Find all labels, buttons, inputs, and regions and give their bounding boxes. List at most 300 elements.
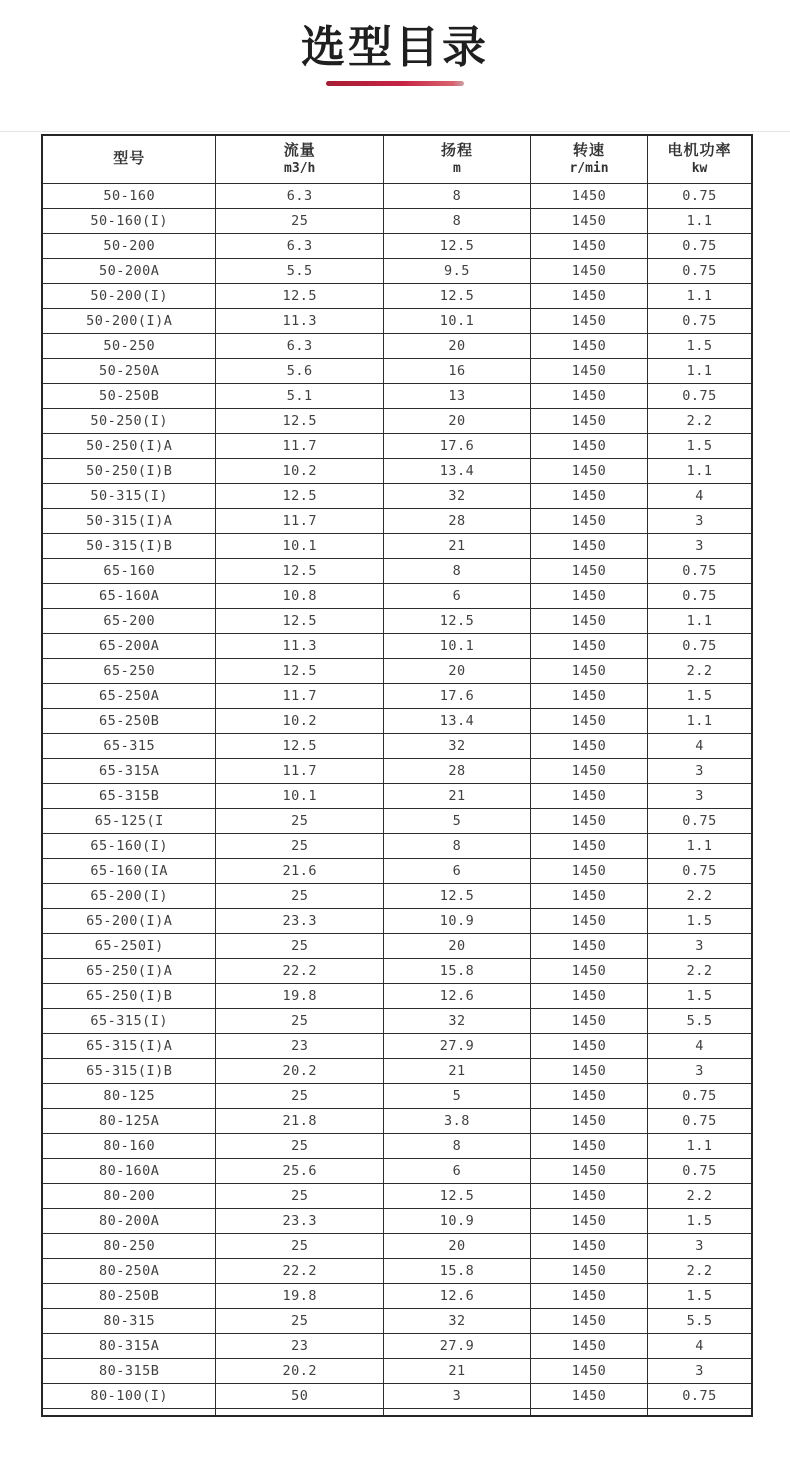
table-row bbox=[42, 558, 752, 583]
table-cell: 10.1 bbox=[216, 783, 384, 808]
table-row bbox=[42, 633, 752, 658]
table-cell: 1450 bbox=[530, 908, 647, 933]
table-cell: 32 bbox=[383, 733, 530, 758]
table-cell: 25 bbox=[216, 933, 384, 958]
table-cell: 12.5 bbox=[383, 883, 530, 908]
table-cell: 65-250A bbox=[42, 683, 216, 708]
table-row bbox=[42, 358, 752, 383]
table-row bbox=[42, 308, 752, 333]
table-cell: 8 bbox=[383, 208, 530, 233]
table-cell: 10.1 bbox=[383, 633, 530, 658]
table-cell: 20 bbox=[383, 408, 530, 433]
table-cell: 25.6 bbox=[216, 1158, 384, 1183]
table-cell: 11.7 bbox=[216, 758, 384, 783]
table-cell: 0.75 bbox=[648, 858, 752, 883]
table-cell: 80-315A bbox=[42, 1333, 216, 1358]
table-cell: 1.5 bbox=[648, 1208, 752, 1233]
table-cell: 1450 bbox=[530, 458, 647, 483]
table-cell: 2.2 bbox=[648, 658, 752, 683]
table-row bbox=[42, 1233, 752, 1258]
table-cell: 21.8 bbox=[216, 1108, 384, 1133]
table-cell: 5.5 bbox=[648, 1308, 752, 1333]
table-cell: 1450 bbox=[530, 1283, 647, 1308]
table-cell: 5.1 bbox=[216, 383, 384, 408]
table-cell: 4 bbox=[648, 1333, 752, 1358]
table-cell: 1.5 bbox=[648, 333, 752, 358]
table-cell: 17.6 bbox=[383, 433, 530, 458]
table-cell: 50-200(I)A bbox=[42, 308, 216, 333]
table-cell: 1450 bbox=[530, 1058, 647, 1083]
table-row bbox=[42, 1183, 752, 1208]
table-cell: 50-250(I) bbox=[42, 408, 216, 433]
table-row bbox=[42, 983, 752, 1008]
table-row bbox=[42, 708, 752, 733]
table-row bbox=[42, 1258, 752, 1283]
table-cell: 28 bbox=[383, 508, 530, 533]
table-cell: 23 bbox=[216, 1033, 384, 1058]
table-cell: 5 bbox=[383, 1083, 530, 1108]
table-cell: 0.75 bbox=[648, 808, 752, 833]
table-cell: 8 bbox=[383, 1133, 530, 1158]
table-row bbox=[42, 1083, 752, 1108]
table-cell: 6.3 bbox=[216, 233, 384, 258]
table-cell: 3 bbox=[648, 933, 752, 958]
table-cell: 65-315 bbox=[42, 733, 216, 758]
table-cell: 12.6 bbox=[383, 983, 530, 1008]
table-row bbox=[42, 1058, 752, 1083]
table-cell: 0.75 bbox=[648, 1158, 752, 1183]
table-cell: 80-160A bbox=[42, 1158, 216, 1183]
table-cell: 1.1 bbox=[648, 458, 752, 483]
table-cell: 6.3 bbox=[216, 183, 384, 208]
table-cell: 3 bbox=[648, 508, 752, 533]
table-cell: 1450 bbox=[530, 533, 647, 558]
table-cell: 0.75 bbox=[648, 258, 752, 283]
table-cell: 20 bbox=[383, 333, 530, 358]
table-cell: 1450 bbox=[530, 1083, 647, 1108]
table-row bbox=[42, 858, 752, 883]
table-cell: 3 bbox=[648, 1233, 752, 1258]
table-cell: 80-250 bbox=[42, 1233, 216, 1258]
table-cell: 3 bbox=[648, 533, 752, 558]
table-cell: 0.75 bbox=[648, 583, 752, 608]
table-cell: 32 bbox=[383, 1008, 530, 1033]
section-divider bbox=[0, 131, 790, 132]
table-cell bbox=[383, 1408, 530, 1416]
table-cell: 1450 bbox=[530, 208, 647, 233]
header-cell-speed bbox=[530, 135, 647, 183]
table-cell: 21 bbox=[383, 533, 530, 558]
table-cell: 11.7 bbox=[216, 683, 384, 708]
table-cell: 2.2 bbox=[648, 1183, 752, 1208]
table-cell: 65-250 bbox=[42, 658, 216, 683]
table-cell: 1.1 bbox=[648, 1133, 752, 1158]
table-header bbox=[42, 135, 752, 183]
table-cell: 0.75 bbox=[648, 233, 752, 258]
table-cell: 1450 bbox=[530, 1033, 647, 1058]
table-row bbox=[42, 283, 752, 308]
table-cell: 21 bbox=[383, 783, 530, 808]
table-cell: 1450 bbox=[530, 708, 647, 733]
table-cell: 1.5 bbox=[648, 983, 752, 1008]
table-cell: 2.2 bbox=[648, 958, 752, 983]
title-underline-accent bbox=[326, 81, 464, 86]
header-label: 转速 bbox=[573, 142, 606, 160]
table-cell: 3 bbox=[648, 758, 752, 783]
table-cell: 65-315(I) bbox=[42, 1008, 216, 1033]
table-row bbox=[42, 458, 752, 483]
table-cell: 20 bbox=[383, 933, 530, 958]
header-cell-head bbox=[383, 135, 530, 183]
table-cell: 1.1 bbox=[648, 208, 752, 233]
table-cell: 10.2 bbox=[216, 708, 384, 733]
table-row bbox=[42, 658, 752, 683]
table-cell: 1450 bbox=[530, 408, 647, 433]
table-cell: 1450 bbox=[530, 683, 647, 708]
table-cell: 0.75 bbox=[648, 1383, 752, 1408]
table-row bbox=[42, 1033, 752, 1058]
table-row bbox=[42, 1283, 752, 1308]
table-cell: 65-160(I) bbox=[42, 833, 216, 858]
table-row bbox=[42, 383, 752, 408]
table-cell: 23.3 bbox=[216, 908, 384, 933]
table-cell: 0.75 bbox=[648, 558, 752, 583]
table-cell: 50-315(I)B bbox=[42, 533, 216, 558]
page-title: 选型目录 bbox=[301, 23, 489, 72]
table-cell: 65-160 bbox=[42, 558, 216, 583]
table-cell: 19.8 bbox=[216, 983, 384, 1008]
table-row bbox=[42, 508, 752, 533]
table-cell: 0.75 bbox=[648, 383, 752, 408]
table-row bbox=[42, 258, 752, 283]
table-cell: 1450 bbox=[530, 783, 647, 808]
table-cell: 8 bbox=[383, 833, 530, 858]
table-cell: 80-200A bbox=[42, 1208, 216, 1233]
table-cell: 1450 bbox=[530, 883, 647, 908]
table-cell: 1450 bbox=[530, 308, 647, 333]
table-cell: 8 bbox=[383, 558, 530, 583]
table-cell: 1450 bbox=[530, 583, 647, 608]
table-cell: 10.9 bbox=[383, 908, 530, 933]
table-cell: 1450 bbox=[530, 1258, 647, 1283]
table-cell: 4 bbox=[648, 483, 752, 508]
table-cell: 1.1 bbox=[648, 358, 752, 383]
table-cell: 1.1 bbox=[648, 833, 752, 858]
table-cell: 1.5 bbox=[648, 433, 752, 458]
table-row bbox=[42, 333, 752, 358]
table-cell: 1450 bbox=[530, 1158, 647, 1183]
table-cell: 80-125A bbox=[42, 1108, 216, 1133]
table-cell: 80-160 bbox=[42, 1133, 216, 1158]
table-cell: 25 bbox=[216, 208, 384, 233]
table-cell: 23 bbox=[216, 1333, 384, 1358]
table-cell: 50-200(I) bbox=[42, 283, 216, 308]
table-cell: 3 bbox=[648, 783, 752, 808]
table-row bbox=[42, 1158, 752, 1183]
table-cell: 1450 bbox=[530, 233, 647, 258]
table-cell: 25 bbox=[216, 883, 384, 908]
table-cell: 5.5 bbox=[648, 1008, 752, 1033]
table-cell: 10.8 bbox=[216, 583, 384, 608]
table-cell: 1450 bbox=[530, 1233, 647, 1258]
table-cell: 1450 bbox=[530, 383, 647, 408]
table-cell: 1450 bbox=[530, 1383, 647, 1408]
table-cell: 0.75 bbox=[648, 1083, 752, 1108]
table-cell: 1450 bbox=[530, 933, 647, 958]
table-cell: 20 bbox=[383, 658, 530, 683]
table-cell: 0.75 bbox=[648, 633, 752, 658]
table-cell: 27.9 bbox=[383, 1033, 530, 1058]
table-cell: 1450 bbox=[530, 633, 647, 658]
table-cell: 1.1 bbox=[648, 708, 752, 733]
table-cell: 11.3 bbox=[216, 633, 384, 658]
table-cell: 1450 bbox=[530, 508, 647, 533]
table-cell: 65-200(I) bbox=[42, 883, 216, 908]
table-cell: 6 bbox=[383, 858, 530, 883]
table-cell: 11.7 bbox=[216, 508, 384, 533]
table-cell: 12.5 bbox=[216, 408, 384, 433]
table-cell: 1450 bbox=[530, 433, 647, 458]
table-row bbox=[42, 1333, 752, 1358]
table-cell: 1450 bbox=[530, 1358, 647, 1383]
table-cell: 25 bbox=[216, 1183, 384, 1208]
table-cell: 13.4 bbox=[383, 458, 530, 483]
header-cell-power bbox=[648, 135, 752, 183]
table-cell: 80-250A bbox=[42, 1258, 216, 1283]
table-cell: 80-100(I) bbox=[42, 1383, 216, 1408]
table-cell bbox=[648, 1408, 752, 1416]
table-row bbox=[42, 1383, 752, 1408]
table-cell: 1450 bbox=[530, 183, 647, 208]
table-cell: 65-250(I)B bbox=[42, 983, 216, 1008]
table-cell: 1450 bbox=[530, 558, 647, 583]
table-cell: 21 bbox=[383, 1358, 530, 1383]
table-cell: 0.75 bbox=[648, 308, 752, 333]
table-cell: 1450 bbox=[530, 283, 647, 308]
table-row bbox=[42, 1008, 752, 1033]
table-cell: 80-200 bbox=[42, 1183, 216, 1208]
table-cell: 1.5 bbox=[648, 908, 752, 933]
header-label: 扬程 bbox=[440, 142, 473, 160]
table-cell: 65-315(I)A bbox=[42, 1033, 216, 1058]
table-cell: 65-200(I)A bbox=[42, 908, 216, 933]
table-cell: 1450 bbox=[530, 1108, 647, 1133]
table-cell: 5 bbox=[383, 808, 530, 833]
table-cell: 65-315A bbox=[42, 758, 216, 783]
table-cell: 1450 bbox=[530, 1008, 647, 1033]
table-cell: 65-200 bbox=[42, 608, 216, 633]
table-cell: 65-125(I bbox=[42, 808, 216, 833]
table-row bbox=[42, 683, 752, 708]
table-cell: 11.7 bbox=[216, 433, 384, 458]
table-cell: 20.2 bbox=[216, 1058, 384, 1083]
table-cell: 13.4 bbox=[383, 708, 530, 733]
table-cell: 12.5 bbox=[216, 558, 384, 583]
table-cell: 20 bbox=[383, 1233, 530, 1258]
table-cell: 65-200A bbox=[42, 633, 216, 658]
table-cell: 12.5 bbox=[383, 283, 530, 308]
table-cell: 1.1 bbox=[648, 608, 752, 633]
table-cell: 1.5 bbox=[648, 683, 752, 708]
model-selection-table bbox=[41, 134, 753, 1417]
table-cell: 1450 bbox=[530, 608, 647, 633]
table-cell: 1450 bbox=[530, 808, 647, 833]
table-cell: 1450 bbox=[530, 1333, 647, 1358]
table-row bbox=[42, 1133, 752, 1158]
table-cell: 10.9 bbox=[383, 1208, 530, 1233]
table-cell: 1.1 bbox=[648, 283, 752, 308]
table-cell: 12.5 bbox=[216, 733, 384, 758]
table-cell: 4 bbox=[648, 1033, 752, 1058]
table-cell: 25 bbox=[216, 1083, 384, 1108]
table-cell: 80-315 bbox=[42, 1308, 216, 1333]
table-row bbox=[42, 758, 752, 783]
table-cell: 22.2 bbox=[216, 958, 384, 983]
table-row bbox=[42, 183, 752, 208]
table-cell: 12.5 bbox=[383, 1183, 530, 1208]
table-row bbox=[42, 1208, 752, 1233]
table-cell: 21.6 bbox=[216, 858, 384, 883]
table-cell: 50-200A bbox=[42, 258, 216, 283]
table-cell: 2.2 bbox=[648, 1258, 752, 1283]
table-cell: 6.3 bbox=[216, 333, 384, 358]
table-cell: 16 bbox=[383, 358, 530, 383]
table-cell: 1450 bbox=[530, 1183, 647, 1208]
table-cell: 25 bbox=[216, 1233, 384, 1258]
table-cell: 12.5 bbox=[383, 233, 530, 258]
table-cell: 28 bbox=[383, 758, 530, 783]
table-cell: 3 bbox=[383, 1383, 530, 1408]
table-cell: 25 bbox=[216, 1008, 384, 1033]
table-cell: 4 bbox=[648, 733, 752, 758]
table-row bbox=[42, 933, 752, 958]
table-cell: 50-160 bbox=[42, 183, 216, 208]
table-cell: 1450 bbox=[530, 983, 647, 1008]
table-cell: 65-160A bbox=[42, 583, 216, 608]
table-cell: 1450 bbox=[530, 858, 647, 883]
table-cell: 25 bbox=[216, 1133, 384, 1158]
table-cell: 10.1 bbox=[383, 308, 530, 333]
catalog-table-container bbox=[41, 134, 753, 1417]
table-cell: 1.5 bbox=[648, 1283, 752, 1308]
table-row bbox=[42, 208, 752, 233]
table-cell: 50-160(I) bbox=[42, 208, 216, 233]
table-cell: 12.5 bbox=[383, 608, 530, 633]
table-cell: 15.8 bbox=[383, 958, 530, 983]
table-cell: 1450 bbox=[530, 958, 647, 983]
table-cell: 12.5 bbox=[216, 608, 384, 633]
table-cell: 5.6 bbox=[216, 358, 384, 383]
table-cell: 3.8 bbox=[383, 1108, 530, 1133]
table-cell: 0.75 bbox=[648, 1108, 752, 1133]
table-cell: 0.75 bbox=[648, 183, 752, 208]
table-cell: 1450 bbox=[530, 733, 647, 758]
table-cell: 22.2 bbox=[216, 1258, 384, 1283]
table-row bbox=[42, 1108, 752, 1133]
table-cell: 32 bbox=[383, 483, 530, 508]
table-cell bbox=[530, 1408, 647, 1416]
table-cell: 80-125 bbox=[42, 1083, 216, 1108]
table-cell: 9.5 bbox=[383, 258, 530, 283]
table-cell: 17.6 bbox=[383, 683, 530, 708]
header-label: 流量 bbox=[283, 142, 316, 160]
table-cell: 8 bbox=[383, 183, 530, 208]
table-cell: 50-315(I) bbox=[42, 483, 216, 508]
table-cell: 65-160(IA bbox=[42, 858, 216, 883]
table-cell: 15.8 bbox=[383, 1258, 530, 1283]
table-row bbox=[42, 408, 752, 433]
table-cell bbox=[42, 1408, 216, 1416]
table-row bbox=[42, 583, 752, 608]
table-cell: 50-250(I)A bbox=[42, 433, 216, 458]
table-cell: 50 bbox=[216, 1383, 384, 1408]
table-cell: 65-250B bbox=[42, 708, 216, 733]
header-unit: r/min bbox=[569, 161, 609, 177]
table-cell: 65-250I) bbox=[42, 933, 216, 958]
table-cell: 80-315B bbox=[42, 1358, 216, 1383]
table-cell: 50-250(I)B bbox=[42, 458, 216, 483]
partial-row bbox=[42, 1408, 752, 1416]
table-cell: 21 bbox=[383, 1058, 530, 1083]
header-cell-model bbox=[42, 135, 216, 183]
table-row bbox=[42, 733, 752, 758]
table-cell: 1450 bbox=[530, 1133, 647, 1158]
table-row bbox=[42, 783, 752, 808]
table-cell: 6 bbox=[383, 583, 530, 608]
header-unit: m bbox=[453, 161, 461, 177]
table-cell: 3 bbox=[648, 1058, 752, 1083]
table-row bbox=[42, 233, 752, 258]
table-cell: 10.1 bbox=[216, 533, 384, 558]
table-cell: 20.2 bbox=[216, 1358, 384, 1383]
table-cell: 50-315(I)A bbox=[42, 508, 216, 533]
table-cell: 5.5 bbox=[216, 258, 384, 283]
table-cell: 1450 bbox=[530, 1308, 647, 1333]
table-cell: 6 bbox=[383, 1158, 530, 1183]
table-cell: 65-315(I)B bbox=[42, 1058, 216, 1083]
table-cell: 12.5 bbox=[216, 283, 384, 308]
table-cell: 12.6 bbox=[383, 1283, 530, 1308]
table-cell: 25 bbox=[216, 833, 384, 858]
table-cell: 13 bbox=[383, 383, 530, 408]
table-row bbox=[42, 533, 752, 558]
table-cell: 12.5 bbox=[216, 658, 384, 683]
table-cell: 1450 bbox=[530, 258, 647, 283]
table-cell: 1450 bbox=[530, 833, 647, 858]
table-row bbox=[42, 908, 752, 933]
header-unit: m3/h bbox=[284, 161, 316, 177]
table-cell: 11.3 bbox=[216, 308, 384, 333]
table-cell: 27.9 bbox=[383, 1333, 530, 1358]
table-cell: 32 bbox=[383, 1308, 530, 1333]
table-cell: 1450 bbox=[530, 358, 647, 383]
table-cell: 1450 bbox=[530, 658, 647, 683]
table-cell: 10.2 bbox=[216, 458, 384, 483]
table-cell: 2.2 bbox=[648, 883, 752, 908]
table-row bbox=[42, 1308, 752, 1333]
table-row bbox=[42, 433, 752, 458]
table-cell: 25 bbox=[216, 808, 384, 833]
table-cell: 3 bbox=[648, 1358, 752, 1383]
table-row bbox=[42, 608, 752, 633]
header-unit: kw bbox=[691, 161, 708, 177]
table-cell: 50-250A bbox=[42, 358, 216, 383]
header-label: 型号 bbox=[113, 150, 146, 168]
table-cell: 50-200 bbox=[42, 233, 216, 258]
header-label: 电机功率 bbox=[667, 142, 732, 160]
table-cell: 50-250B bbox=[42, 383, 216, 408]
table-body bbox=[42, 183, 752, 1416]
